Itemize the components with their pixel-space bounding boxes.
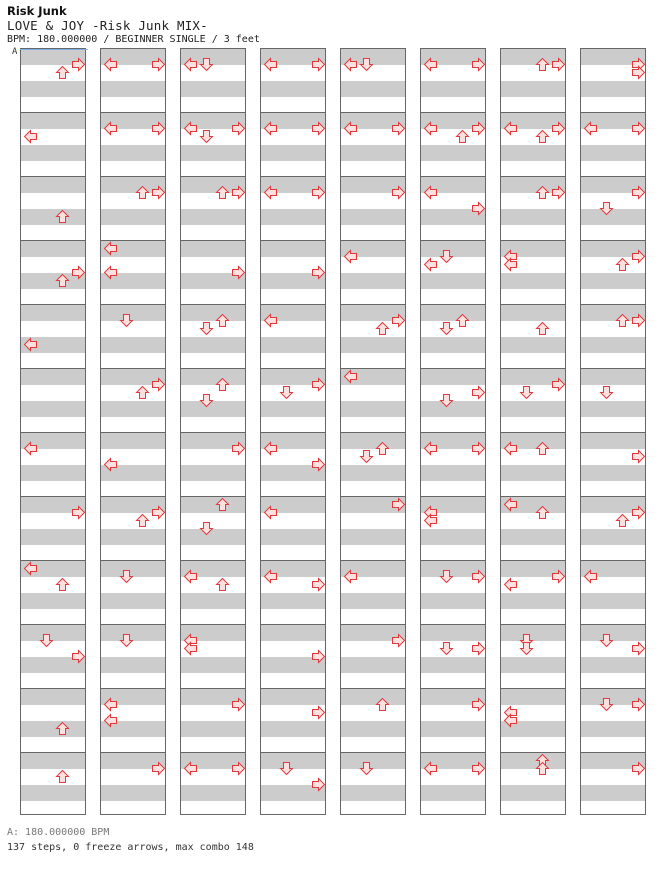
arrow-right-icon [151,377,166,392]
arrow-up-icon [375,697,390,712]
measure-line [421,688,485,689]
arrow-down-icon [199,129,214,144]
arrow-up-icon [135,385,150,400]
arrow-right-icon [551,57,566,72]
chart-column-4 [260,48,326,815]
arrow-right-icon [311,377,326,392]
measure-line [581,304,645,305]
measure-line [261,112,325,113]
arrow-left-icon [423,441,438,456]
measure-line [341,688,405,689]
arrow-up-icon [55,209,70,224]
arrow-right-icon [71,265,86,280]
measure-line [181,624,245,625]
arrow-down-icon [439,569,454,584]
chart-column-7 [500,48,566,815]
arrow-left-icon [23,441,38,456]
arrow-left-icon [503,713,518,728]
measure-line [261,368,325,369]
arrow-right-icon [311,185,326,200]
measure-line [101,432,165,433]
arrow-left-icon [343,57,358,72]
arrow-down-icon [599,697,614,712]
measure-line [421,560,485,561]
arrow-left-icon [103,265,118,280]
arrow-left-icon [503,257,518,272]
arrow-right-icon [471,385,486,400]
arrow-up-icon [535,761,550,776]
arrow-up-icon [535,57,550,72]
measure-line [341,240,405,241]
group-title: Risk Junk [7,4,67,18]
measure-line [501,688,565,689]
measure-line [21,304,85,305]
arrow-left-icon [583,121,598,136]
measure-line [421,112,485,113]
arrow-up-icon [535,441,550,456]
measure-line [21,432,85,433]
arrow-left-icon [183,761,198,776]
arrow-right-icon [231,185,246,200]
arrow-left-icon [263,121,278,136]
measure-line [101,560,165,561]
footer-stats: 137 steps, 0 freeze arrows, max combo 148 [7,842,254,853]
arrow-down-icon [359,761,374,776]
arrow-right-icon [471,641,486,656]
arrow-up-icon [215,497,230,512]
measure-line [21,240,85,241]
measure-line [421,240,485,241]
measure-line [21,688,85,689]
measure-line [341,752,405,753]
arrow-left-icon [503,497,518,512]
arrow-right-icon [391,313,406,328]
arrow-right-icon [471,697,486,712]
measure-line [341,176,405,177]
arrow-down-icon [119,633,134,648]
arrow-up-icon [455,129,470,144]
measure-line [501,240,565,241]
arrow-up-icon [615,257,630,272]
arrow-right-icon [471,57,486,72]
arrow-right-icon [151,185,166,200]
measure-line [101,688,165,689]
measure-line [101,368,165,369]
arrow-right-icon [631,641,646,656]
arrow-up-icon [535,185,550,200]
arrow-left-icon [423,257,438,272]
measure-line [21,368,85,369]
measure-line [501,176,565,177]
measure-line [501,304,565,305]
measure-line [341,432,405,433]
measure-line [501,560,565,561]
measure-line [581,432,645,433]
arrow-right-icon [551,569,566,584]
arrow-left-icon [183,641,198,656]
arrow-up-icon [135,185,150,200]
arrow-left-icon [263,569,278,584]
arrow-left-icon [103,457,118,472]
arrow-right-icon [71,57,86,72]
arrow-right-icon [311,265,326,280]
bpm-change-line [20,49,88,50]
arrow-left-icon [423,185,438,200]
arrow-left-icon [103,121,118,136]
arrow-left-icon [263,313,278,328]
arrow-down-icon [359,57,374,72]
measure-line [181,304,245,305]
measure-line [501,368,565,369]
arrow-down-icon [439,641,454,656]
measure-line [101,624,165,625]
arrow-left-icon [103,713,118,728]
arrow-left-icon [423,57,438,72]
arrow-left-icon [263,441,278,456]
arrow-up-icon [615,513,630,528]
measure-line [261,432,325,433]
measure-line [21,176,85,177]
arrow-left-icon [503,441,518,456]
arrow-up-icon [455,313,470,328]
arrow-right-icon [311,121,326,136]
measure-line [261,240,325,241]
measure-line [101,752,165,753]
measure-line [181,112,245,113]
arrow-down-icon [599,385,614,400]
measure-line [421,752,485,753]
arrow-right-icon [151,505,166,520]
measure-line [421,496,485,497]
measure-line [581,368,645,369]
arrow-up-icon [615,313,630,328]
arrow-left-icon [263,57,278,72]
measure-line [181,752,245,753]
arrow-left-icon [343,369,358,384]
footer-bpm: A: 180.000000 BPM [7,827,110,838]
measure-line [261,304,325,305]
measure-line [261,176,325,177]
arrow-right-icon [631,761,646,776]
arrow-right-icon [631,697,646,712]
arrow-left-icon [263,185,278,200]
arrow-left-icon [23,561,38,576]
measure-line [261,752,325,753]
arrow-right-icon [231,265,246,280]
arrow-left-icon [23,337,38,352]
arrow-left-icon [583,569,598,584]
measure-line [501,752,565,753]
arrow-left-icon [103,697,118,712]
measure-line [21,496,85,497]
measure-line [21,112,85,113]
measure-line [261,688,325,689]
measure-line [261,560,325,561]
measure-line [181,560,245,561]
measure-line [341,304,405,305]
arrow-right-icon [631,313,646,328]
measure-line [421,432,485,433]
measure-line [101,496,165,497]
arrow-right-icon [391,633,406,648]
arrow-right-icon [71,649,86,664]
measure-line [341,112,405,113]
measure-line [581,752,645,753]
arrow-up-icon [215,313,230,328]
arrow-right-icon [551,377,566,392]
arrow-left-icon [103,241,118,256]
arrow-down-icon [439,321,454,336]
arrow-down-icon [199,521,214,536]
measure-line [581,112,645,113]
measure-line [581,240,645,241]
arrow-up-icon [55,65,70,80]
measure-line [421,176,485,177]
arrow-right-icon [231,761,246,776]
measure-line [501,624,565,625]
measure-line [101,176,165,177]
arrow-right-icon [311,457,326,472]
arrow-right-icon [631,249,646,264]
arrow-up-icon [215,377,230,392]
arrow-right-icon [471,201,486,216]
song-title: LOVE & JOY -Risk Junk MIX- [7,18,208,33]
measure-line [421,624,485,625]
arrow-right-icon [311,57,326,72]
arrow-down-icon [359,449,374,464]
arrow-right-icon [631,505,646,520]
arrow-left-icon [263,505,278,520]
arrow-up-icon [375,441,390,456]
measure-line [581,496,645,497]
arrow-right-icon [471,121,486,136]
arrow-right-icon [391,185,406,200]
arrow-left-icon [103,57,118,72]
measure-line [581,688,645,689]
arrow-right-icon [151,121,166,136]
bpm-change-marker: A [12,47,18,57]
arrow-right-icon [151,57,166,72]
arrow-up-icon [55,577,70,592]
arrow-right-icon [151,761,166,776]
arrow-up-icon [215,577,230,592]
arrow-left-icon [343,569,358,584]
arrow-left-icon [423,513,438,528]
arrow-down-icon [439,393,454,408]
chart-footer [7,825,254,855]
measure-line [421,368,485,369]
arrow-up-icon [55,721,70,736]
measure-line [421,304,485,305]
measure-line [341,624,405,625]
arrow-left-icon [343,249,358,264]
arrow-right-icon [311,705,326,720]
measure-line [101,304,165,305]
arrow-right-icon [631,449,646,464]
arrow-left-icon [183,57,198,72]
arrow-up-icon [215,185,230,200]
measure-line [501,112,565,113]
arrow-right-icon [471,761,486,776]
arrow-left-icon [23,129,38,144]
measure-line [181,240,245,241]
arrow-down-icon [279,761,294,776]
measure-line [341,560,405,561]
arrow-left-icon [183,121,198,136]
song-info: BPM: 180.000000 / BEGINNER SINGLE / 3 feet [7,34,260,45]
arrow-right-icon [471,441,486,456]
arrow-up-icon [535,129,550,144]
arrow-right-icon [311,649,326,664]
measure-line [181,496,245,497]
measure-line [581,624,645,625]
arrow-right-icon [231,441,246,456]
arrow-up-icon [375,321,390,336]
arrow-down-icon [119,569,134,584]
measure-line [181,176,245,177]
measure-line [261,624,325,625]
arrow-right-icon [231,121,246,136]
arrow-down-icon [599,633,614,648]
arrow-left-icon [343,121,358,136]
arrow-down-icon [199,393,214,408]
arrow-down-icon [39,633,54,648]
arrow-left-icon [183,569,198,584]
arrow-right-icon [631,185,646,200]
arrow-right-icon [311,577,326,592]
chart-column-1 [20,48,86,815]
measure-line [181,368,245,369]
arrow-right-icon [631,121,646,136]
arrow-up-icon [55,769,70,784]
arrow-right-icon [471,569,486,584]
arrow-left-icon [423,121,438,136]
arrow-up-icon [135,513,150,528]
arrow-down-icon [599,201,614,216]
arrow-right-icon [311,777,326,792]
measure-line [101,112,165,113]
arrow-up-icon [535,321,550,336]
measure-line [501,432,565,433]
arrow-right-icon [71,505,86,520]
arrow-down-icon [439,249,454,264]
measure-line [21,624,85,625]
arrow-up-icon [535,505,550,520]
measure-line [21,752,85,753]
arrow-right-icon [631,65,646,80]
arrow-down-icon [519,385,534,400]
arrow-right-icon [391,497,406,512]
arrow-right-icon [231,697,246,712]
measure-line [181,688,245,689]
measure-line [581,176,645,177]
arrow-left-icon [423,761,438,776]
arrow-down-icon [119,313,134,328]
arrow-right-icon [551,121,566,136]
arrow-right-icon [391,121,406,136]
arrow-left-icon [503,121,518,136]
chart-column-5 [340,48,406,815]
measure-line [181,432,245,433]
arrow-down-icon [199,321,214,336]
arrow-down-icon [279,385,294,400]
arrow-up-icon [55,273,70,288]
arrow-down-icon [199,57,214,72]
arrow-down-icon [519,641,534,656]
arrow-left-icon [503,577,518,592]
measure-line [581,560,645,561]
arrow-right-icon [551,185,566,200]
measure-line [261,496,325,497]
